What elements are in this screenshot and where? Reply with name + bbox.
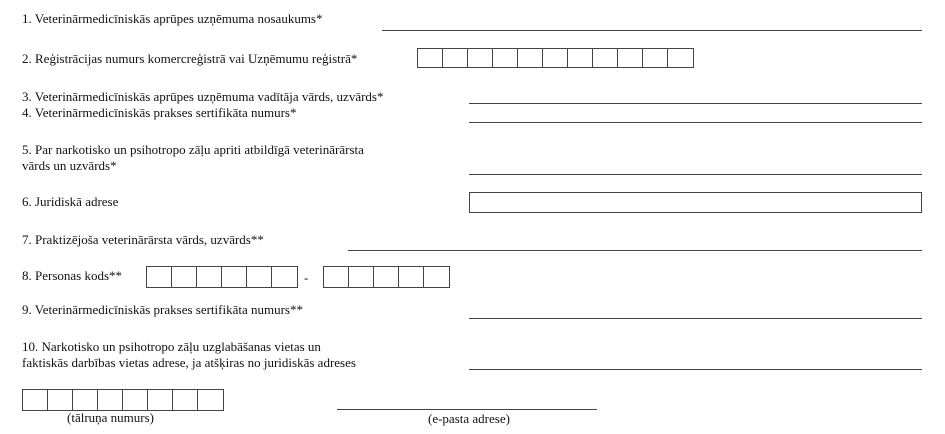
legal-address-field[interactable] bbox=[469, 192, 922, 213]
registration-number-cell[interactable] bbox=[543, 49, 568, 67]
responsible-vet-line[interactable] bbox=[469, 174, 922, 175]
field-10-label-line2: faktiskās darbības vietas adrese, ja atšķiras no juridiskās adreses bbox=[22, 355, 356, 370]
email-caption: (e-pasta adrese) bbox=[428, 411, 510, 426]
personal-code-cell[interactable] bbox=[272, 267, 297, 287]
phone-number-cell[interactable] bbox=[148, 390, 173, 410]
registration-number-cell[interactable] bbox=[643, 49, 668, 67]
practicing-vet-line[interactable] bbox=[348, 250, 922, 251]
personal-code-part2-boxes[interactable] bbox=[323, 266, 450, 288]
practice-certificate-line[interactable] bbox=[469, 122, 922, 123]
field-8-label: 8. Personas kods** bbox=[22, 268, 123, 283]
field-2-label: 2. Reģistrācijas numurs komercreģistrā vai Uzņēmumu reģistrā* bbox=[22, 51, 358, 66]
field-7-label: 7. Praktizējoša veterinārārsta vārds, uzvārds** bbox=[22, 232, 264, 247]
email-line[interactable] bbox=[337, 409, 597, 410]
phone-number-cell[interactable] bbox=[98, 390, 123, 410]
registration-number-cell[interactable] bbox=[618, 49, 643, 67]
personal-code-cell[interactable] bbox=[197, 267, 222, 287]
personal-code-cell[interactable] bbox=[374, 267, 399, 287]
phone-number-cell[interactable] bbox=[173, 390, 198, 410]
registration-number-cell[interactable] bbox=[468, 49, 493, 67]
personal-code-cell[interactable] bbox=[247, 267, 272, 287]
director-name-line[interactable] bbox=[469, 103, 922, 104]
field-10-label-line1: 10. Narkotisko un psihotropo zāļu uzglabāšanas vietas un bbox=[22, 339, 321, 354]
vet-certificate-line[interactable] bbox=[469, 318, 922, 319]
field-5-label-line1: 5. Par narkotisko un psihotropo zāļu apriti atbildīgā veterinārārsta bbox=[22, 142, 364, 157]
personal-code-cell[interactable] bbox=[424, 267, 449, 287]
personal-code-part1-boxes[interactable] bbox=[146, 266, 298, 288]
field-5-label-line2: vārds un uzvārds* bbox=[22, 158, 117, 173]
company-name-line[interactable] bbox=[382, 30, 922, 31]
phone-number-cell[interactable] bbox=[123, 390, 148, 410]
registration-number-cell[interactable] bbox=[593, 49, 618, 67]
personal-code-separator: - bbox=[304, 270, 309, 285]
registration-number-cell[interactable] bbox=[493, 49, 518, 67]
personal-code-cell[interactable] bbox=[349, 267, 374, 287]
phone-number-boxes[interactable] bbox=[22, 389, 224, 411]
registration-number-cell[interactable] bbox=[518, 49, 543, 67]
phone-number-cell[interactable] bbox=[48, 390, 73, 410]
storage-address-line[interactable] bbox=[469, 369, 922, 370]
personal-code-cell[interactable] bbox=[324, 267, 349, 287]
phone-number-cell[interactable] bbox=[23, 390, 48, 410]
field-3-label: 3. Veterinārmedicīniskās aprūpes uzņēmuma vadītāja vārds, uzvārds* bbox=[22, 89, 384, 104]
registration-number-boxes[interactable] bbox=[417, 48, 694, 68]
personal-code-cell[interactable] bbox=[172, 267, 197, 287]
phone-number-cell[interactable] bbox=[73, 390, 98, 410]
field-9-label: 9. Veterinārmedicīniskās prakses sertifikāta numurs** bbox=[22, 302, 303, 317]
field-4-label: 4. Veterinārmedicīniskās prakses sertifikāta numurs* bbox=[22, 105, 297, 120]
field-6-label: 6. Juridiskā adrese bbox=[22, 194, 119, 209]
personal-code-cell[interactable] bbox=[147, 267, 172, 287]
registration-number-cell[interactable] bbox=[418, 49, 443, 67]
phone-caption: (tālruņa numurs) bbox=[67, 410, 155, 425]
personal-code-cell[interactable] bbox=[399, 267, 424, 287]
registration-number-cell[interactable] bbox=[668, 49, 693, 67]
field-1-label: 1. Veterinārmedicīniskās aprūpes uzņēmuma nosaukums* bbox=[22, 11, 323, 26]
phone-number-cell[interactable] bbox=[198, 390, 223, 410]
personal-code-cell[interactable] bbox=[222, 267, 247, 287]
registration-number-cell[interactable] bbox=[443, 49, 468, 67]
registration-number-cell[interactable] bbox=[568, 49, 593, 67]
